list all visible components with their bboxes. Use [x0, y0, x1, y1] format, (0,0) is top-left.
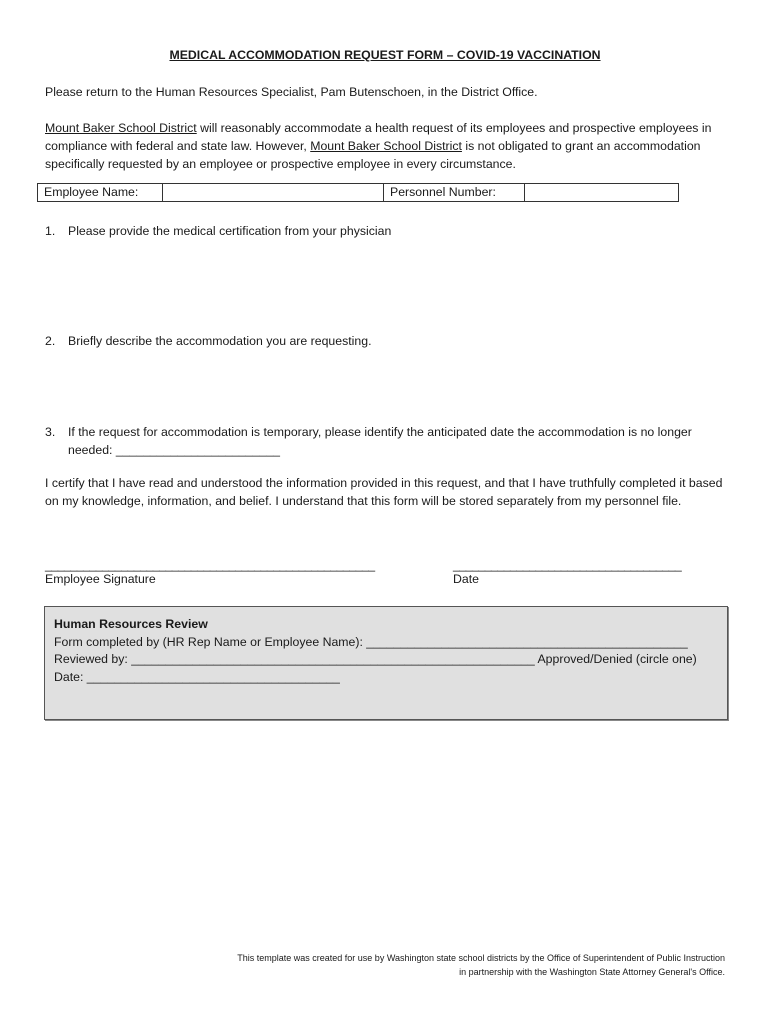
question-number: 1. — [45, 224, 56, 238]
hr-review-box — [44, 606, 728, 720]
return-instruction: Please return to the Human Resources Specialist, Pam Butenschoen, in the District Office. — [45, 85, 538, 99]
completed-by-field[interactable]: Form completed by (HR Rep Name or Employee Name): _______________________________________________ — [54, 634, 688, 649]
date-line[interactable]: ____________________________________ — [453, 558, 682, 572]
certification-statement: I certify that I have read and understood the information provided in this request, and that I have truthfully completed it based on my knowledge, information, and belief. I understand that this form will be stored separately from my personnel file. — [45, 476, 723, 508]
employee-name-label: Employee Name: — [38, 184, 163, 202]
date-label: Date — [453, 572, 479, 586]
question-3 — [45, 423, 735, 459]
hr-date-field[interactable]: Date: _____________________________________ — [54, 669, 340, 684]
signature-line[interactable]: ____________________________________________________ — [45, 558, 375, 572]
policy-paragraph — [45, 119, 735, 173]
personnel-number-label: Personnel Number: — [384, 184, 525, 202]
footer-line-1: This template was created for use by Washington state school districts by the Office of Superintendent of Public Instruction — [237, 953, 725, 963]
footer-note — [125, 951, 725, 979]
policy-text-1: will reasonably accommodate a health request of its employees and prospective employees in compliance with federal and state law. However, — [45, 121, 712, 153]
date-needed-field[interactable]: needed: ________________________ — [68, 443, 281, 457]
signature-label: Employee Signature — [45, 572, 156, 586]
reviewed-by-field[interactable]: Reviewed by: ___________________________________________________________ Approved/Denied (circle one) — [54, 652, 697, 666]
question-1 — [45, 222, 735, 240]
question-text: If the request for accommodation is temporary, please identify the anticipated date the accommodation is no longer — [68, 425, 692, 439]
district-name: Mount Baker School District — [45, 121, 197, 135]
employee-info-table — [37, 183, 679, 202]
footer-line-2: in partnership with the Washington State Attorney General's Office. — [459, 967, 725, 977]
employee-name-field[interactable] — [163, 184, 384, 202]
hr-review-title: Human Resources Review — [54, 617, 208, 631]
question-number: 3. — [45, 425, 56, 439]
question-number: 2. — [45, 334, 56, 348]
question-2 — [45, 332, 735, 350]
question-text: Briefly describe the accommodation you are requesting. — [68, 334, 372, 348]
district-name: Mount Baker School District — [310, 139, 462, 153]
personnel-number-field[interactable] — [525, 184, 679, 202]
policy-text-2: is not obligated to grant an accommodation specifically requested by an employee or prospective employee in every circumstance. — [45, 139, 701, 171]
form-title: MEDICAL ACCOMMODATION REQUEST FORM – COVID-19 VACCINATION — [169, 48, 601, 62]
question-text: Please provide the medical certification from your physician — [68, 224, 392, 238]
